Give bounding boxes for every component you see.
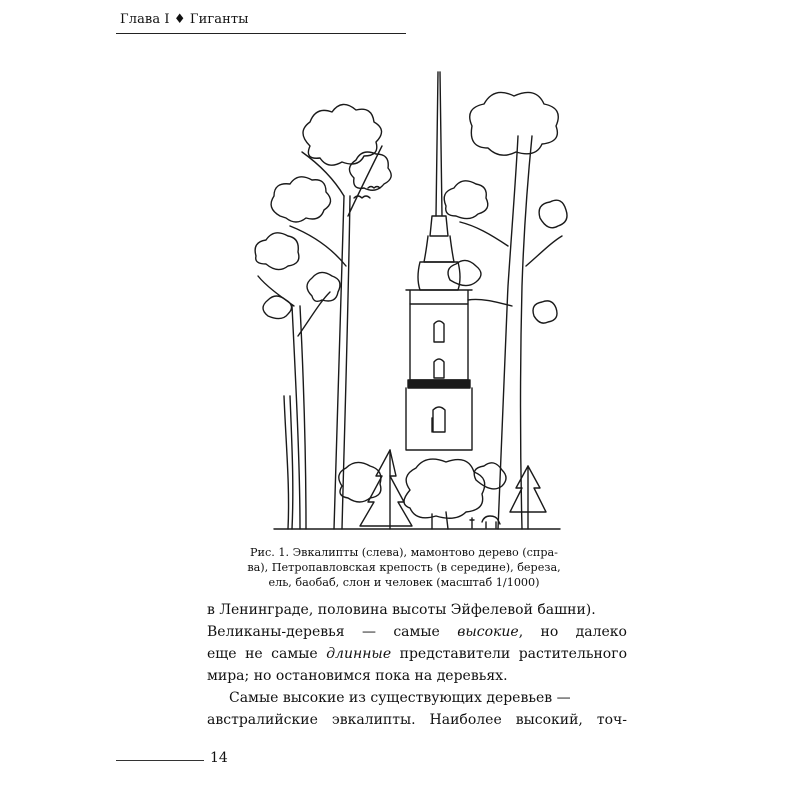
- body-line-6: австралийские эвкалипты. Наиболее высокий, точ-: [207, 712, 627, 728]
- text-span: , но далеко: [518, 624, 627, 640]
- caption-line-1: Рис. 1. Эвкалипты (слева), мамонтово дерево (спра-: [250, 546, 558, 559]
- emphasis-vysokie: высокие: [457, 624, 519, 640]
- trees-scale-illustration: [250, 66, 568, 532]
- text-span: представители растительного: [391, 646, 628, 662]
- caption-line-3: ель, баобаб, слон и человек (масштаб 1/1000): [268, 576, 540, 589]
- text-span: еще не самые: [207, 646, 327, 662]
- body-line-1: в Ленинграде, половина высоты Эйфелевой башни).: [207, 602, 596, 618]
- emphasis-dlinnye: длинные: [326, 646, 392, 662]
- eucalyptus-trees: [255, 104, 391, 529]
- elephant-and-human: [470, 516, 500, 528]
- figure-caption: [246, 545, 562, 590]
- page-number: 14: [210, 750, 228, 766]
- fir-trees: [360, 450, 546, 529]
- text-span: Великаны-деревья — самые: [207, 624, 458, 640]
- caption-line-2: ва), Петропавловская крепость (в середине), береза,: [247, 561, 561, 574]
- body-text: [207, 599, 627, 731]
- body-line-4: мира; но остановимся пока на деревьях.: [207, 668, 508, 684]
- body-line-2: [207, 621, 627, 643]
- footer-rule: [116, 760, 204, 761]
- body-line-3: [207, 643, 627, 665]
- running-header: Глава I ♦ Гиганты: [120, 12, 249, 27]
- body-line-5: Самые высокие из существующих деревьев —: [229, 690, 571, 706]
- sequoia-tree: [444, 92, 567, 529]
- header-rule: [116, 33, 406, 34]
